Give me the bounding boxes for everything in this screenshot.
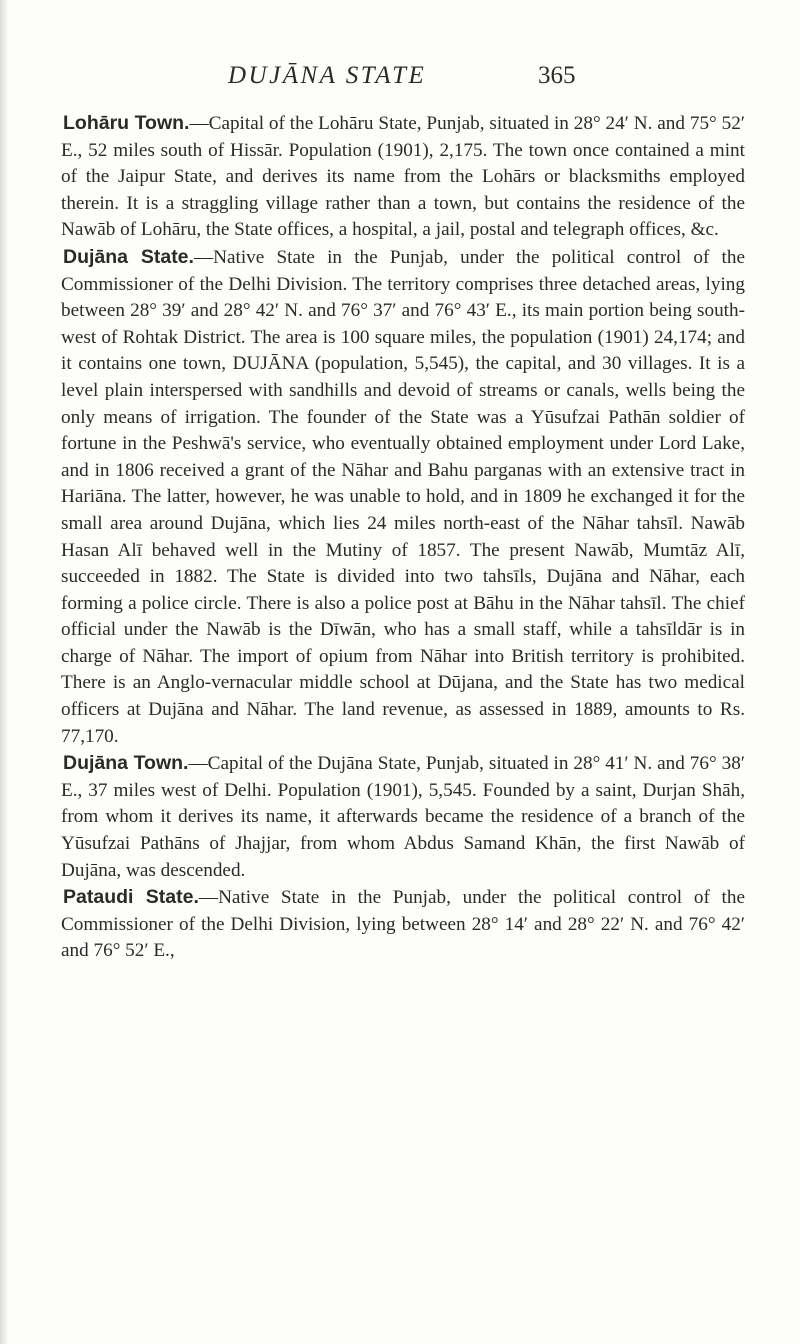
entry-body: —Native State in the Punjab, under the political control of the Commissioner of the Delhi Division. The territory comprises three detached areas, lying between 28° 39′ and 28° 42′ N. and 76° 37′ and 76° 43′ E., its main portion being south-west of Rohtak District. The area is 100 square miles, the population (1901) 24,174; and it contains one town, DUJĀNA (population, 5,545), the capital, and 30 villages. It is a level plain interspersed with sandhills and devoid of streams or canals, wells being the only means of irrigation. The founder of the State was a Yūsufzai Pathān soldier of fortune in the Peshwā's service, who eventually obtained employment under Lord Lake, and in 1806 received a grant of the Nāhar and Bahu parganas with an extensive tract in Hariāna. The latter, however, he was unable to hold, and in 1809 he exchanged it for the small area around Dujāna, which lies 24 miles north-east of the Nāhar tahsīl. Nawāb Hasan Alī behaved well in the Mutiny of 1857. The present Nawāb, Mumtāz Alī, succeeded in 1882. The State is divided into two tahsīls, Dujāna and Nāhar, each forming a police circle. There is also a police post at Bāhu in the Nāhar tahsīl. The chief official under the Nawāb is the Dīwān, who has a small staff, while a tahsīldār is in charge of Nāhar. The import of opium from Nāhar into British territory is prohibited. There is an Anglo-vernacular middle school at Dūjana, and the State has two medical officers at Dujāna and Nāhar. The land revenue, as assessed in 1889, amounts to Rs. 77,170. (61, 246, 745, 747)
entry-dujana-state (61, 244, 745, 750)
binding-edge (0, 0, 9, 1344)
entry-body: —Native State in the Punjab, under the political control of the Commissioner of the Delhi Division, lying between 28° 14′ and 28° 22′ N. and 76° 42′ and 76° 52′ E., (61, 887, 745, 962)
text-block (61, 110, 745, 965)
entry-pataudi-state (61, 884, 745, 965)
entry-body: —Capital of the Dujāna State, Punjab, situated in 28° 41′ N. and 76° 38′ E., 37 miles west of Delhi. Population (1901), 5,545. Founded by a saint, Durjan Shāh, from whom it derives its name, it afterwards became the residence of a branch of the Yūsufzai Pathāns of Jhajjar, from whom Abdus Samand Khān, the first Nawāb of Dujāna, was descended. (61, 753, 745, 881)
entry-headword: Pataudi State. (63, 886, 199, 909)
entry-headword: Lohāru Town. (63, 112, 190, 134)
entry-headword: Dujāna Town. (63, 752, 189, 775)
entry-dujana-town (61, 750, 745, 884)
page-number: 365 (538, 62, 576, 89)
entry-headword: Dujāna State. (63, 245, 194, 268)
running-title: DUJĀNA STATE (228, 62, 427, 89)
entry-loharu-town (61, 110, 745, 244)
entry-body: —Capital of the Lohāru State, Punjab, situated in 28° 24′ N. and 75° 52′ E., 52 miles south of Hissār. Population (1901), 2,175. The town once contained a mint of the Jaipur State, and derives its name from the Lohārs or blacksmiths employed therein. It is a straggling village rather than a town, but contains the residence of the Nawāb of Lohāru, the State offices, a hospital, a jail, postal and telegraph offices, &c. (61, 113, 745, 241)
running-head (0, 62, 800, 102)
